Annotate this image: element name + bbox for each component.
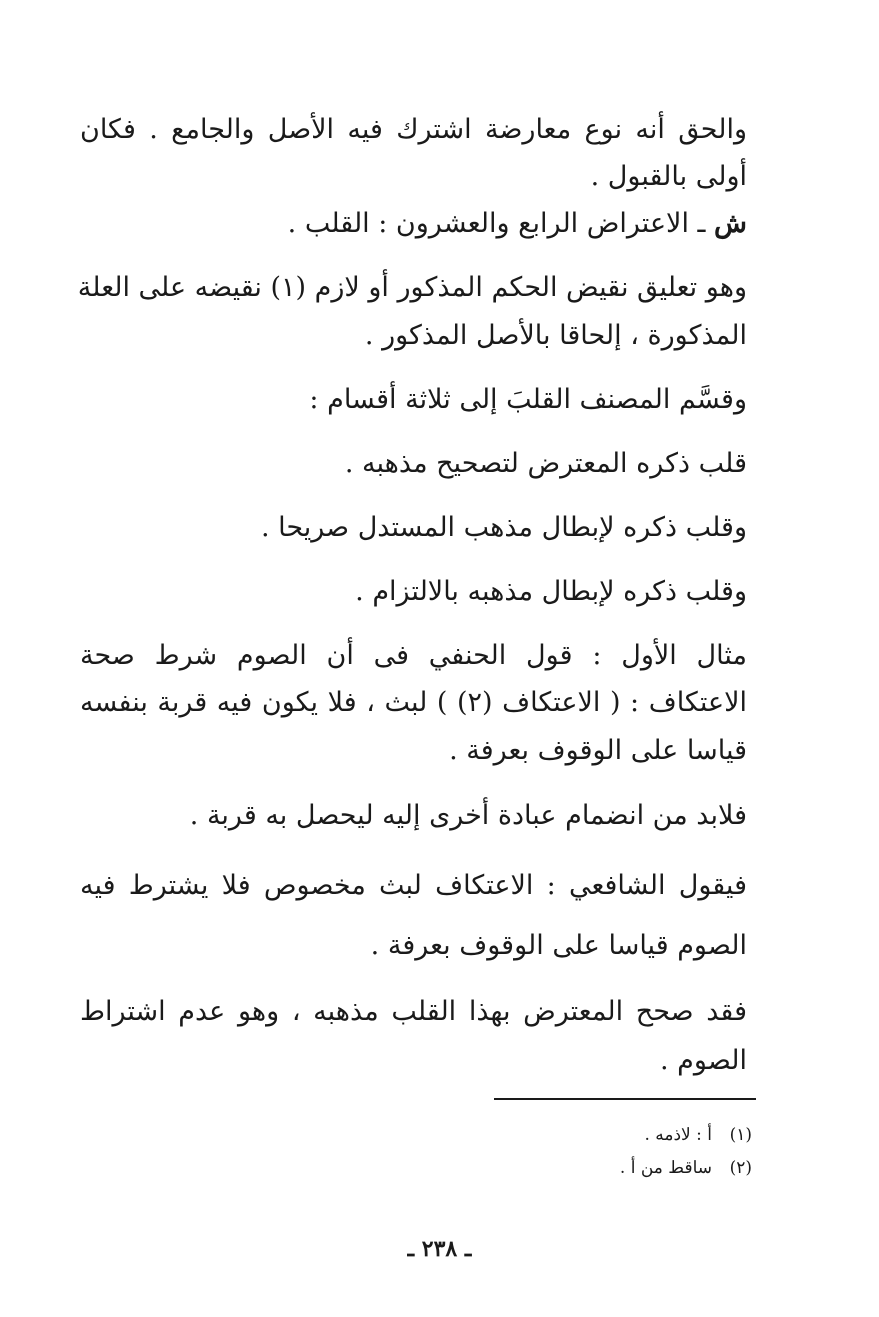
text-line: قياسا على الوقوف بعرفة . xyxy=(449,735,747,766)
footnote xyxy=(644,1124,752,1146)
text-line: أولى بالقبول . xyxy=(590,161,747,192)
footnote-text: ساقط من أ . xyxy=(619,1158,712,1178)
text-line: قلب ذكره المعترض لتصحيح مذهبه . xyxy=(344,448,747,479)
section-marker: ش xyxy=(714,208,747,239)
footnote-number: (١) xyxy=(729,1125,752,1145)
footnote-divider xyxy=(494,1098,756,1100)
footnote xyxy=(620,1157,752,1179)
text-line: مثال الأول : قول الحنفي فى أن الصوم شرط صحة xyxy=(80,640,747,671)
text-line: فيقول الشافعي : الاعتكاف لبث مخصوص فلا يشترط فيه xyxy=(80,870,747,901)
text-line: والحق أنه نوع معارضة اشترك فيه الأصل والجامع . فكان xyxy=(80,114,747,145)
text-line: الاعتكاف : ( الاعتكاف (٢) ) لبث ، فلا يكون فيه قربة بنفسه xyxy=(80,687,747,718)
section-title: ـ الاعتراض الرابع والعشرون : القلب . xyxy=(287,208,715,239)
text-line: الصوم . xyxy=(660,1045,747,1076)
text-line: المذكورة ، إلحاقا بالأصل المذكور . xyxy=(364,320,747,351)
page-number: ـ ٢٣٨ ـ xyxy=(407,1236,472,1262)
text-line: الصوم قياسا على الوقوف بعرفة . xyxy=(370,930,747,961)
footnote-number: (٢) xyxy=(729,1158,752,1178)
section-heading xyxy=(288,204,747,244)
footnote-text: أ : لاذمه . xyxy=(644,1125,712,1145)
text-line: وهو تعليق نقيض الحكم المذكور أو لازم (١) نقيضه على العلة xyxy=(77,272,747,303)
text-line: فقد صحح المعترض بهذا القلب مذهبه ، وهو عدم اشتراط xyxy=(80,996,747,1027)
text-line: فلابد من انضمام عبادة أخرى إليه ليحصل به قربة . xyxy=(189,800,747,831)
text-line: وقلب ذكره لإبطال مذهبه بالالتزام . xyxy=(355,576,747,607)
text-line: وقلب ذكره لإبطال مذهب المستدل صريحا . xyxy=(260,512,747,543)
text-line: وقسَّم المصنف القلبَ إلى ثلاثة أقسام : xyxy=(309,384,747,415)
